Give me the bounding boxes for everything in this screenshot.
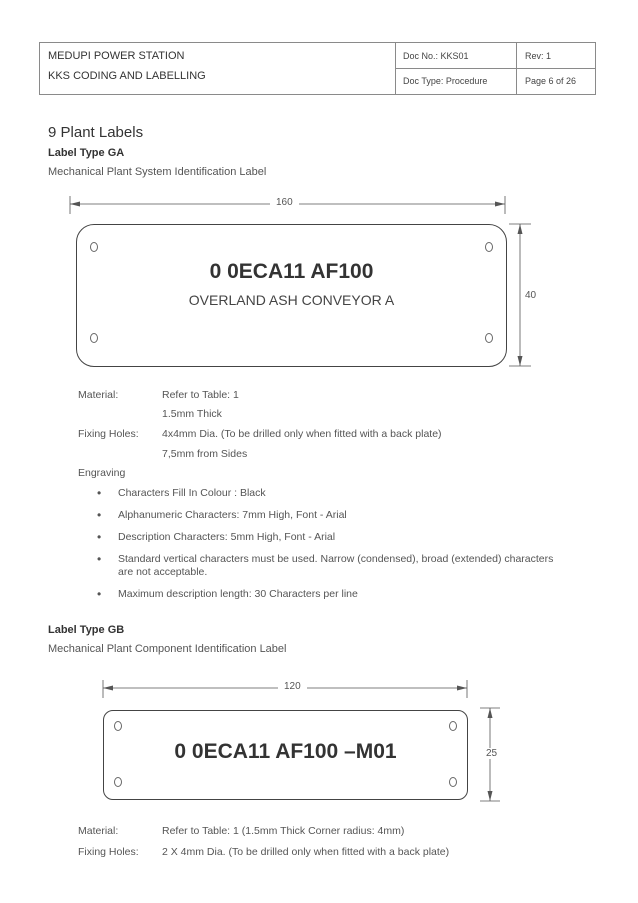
spec-value: 1.5mm Thick: [162, 408, 222, 420]
spec-key: Fixing Holes:: [78, 428, 139, 440]
spec-key: Material:: [78, 389, 119, 401]
spec-value: 7,5mm from Sides: [162, 448, 248, 460]
header-doc-no: Doc No.: KKS01: [403, 51, 469, 61]
header-rev: Rev: 1: [525, 51, 552, 61]
engraving-item: • Description Characters: 5mm High, Font - Arial: [118, 531, 568, 544]
engraving-item: • Maximum description length: 30 Characters per line: [118, 588, 568, 601]
engraving-item: • Alphanumeric Characters: 7mm High, Font - Arial: [118, 509, 568, 522]
spec-value: 2 X 4mm Dia. (To be drilled only when fitted with a back plate): [162, 846, 450, 858]
engraving-item: • Characters Fill In Colour : Black: [118, 487, 568, 500]
label-gb-plate: [103, 710, 468, 800]
label-gb-width-value: 120: [278, 681, 307, 692]
fixing-hole-icon: [485, 242, 493, 252]
spec-value: 4x4mm Dia. (To be drilled only when fitted with a back plate): [162, 428, 442, 440]
section-title: 9 Plant Labels: [48, 124, 144, 141]
label-ga-plate: [76, 224, 507, 367]
fixing-hole-icon: [114, 721, 122, 731]
label-ga-type: Label Type GA: [48, 147, 125, 159]
label-gb-description: Mechanical Plant Component Identification Label: [48, 643, 287, 655]
header-org: MEDUPI POWER STATION: [48, 50, 185, 62]
header-subject: KKS CODING AND LABELLING: [48, 70, 206, 82]
fixing-hole-icon: [449, 721, 457, 731]
spec-key: Fixing Holes:: [78, 846, 139, 858]
label-gb-type: Label Type GB: [48, 624, 125, 636]
label-ga-name: OVERLAND ASH CONVEYOR A: [188, 292, 395, 308]
header-doc-type: Doc Type: Procedure: [403, 76, 488, 86]
label-ga-code: 0 0ECA11 AF100: [209, 260, 374, 283]
fixing-hole-icon: [449, 777, 457, 787]
engraving-list: [118, 487, 568, 610]
spec-value: Refer to Table: 1 (1.5mm Thick Corner radius: 4mm): [162, 825, 405, 837]
document-header: [39, 42, 596, 95]
fixing-hole-icon: [90, 333, 98, 343]
engraving-title: Engraving: [78, 467, 126, 479]
label-gb-height-value: 25: [480, 748, 503, 759]
header-divider: [395, 68, 595, 69]
header-page: Page 6 of 26: [525, 76, 577, 86]
fixing-hole-icon: [485, 333, 493, 343]
label-ga-height-value: 40: [525, 290, 537, 301]
label-gb-code: 0 0ECA11 AF100 –M01: [174, 740, 397, 763]
spec-value: Refer to Table: 1: [162, 389, 239, 401]
label-ga-width-value: 160: [270, 197, 299, 208]
engraving-item: • Standard vertical characters must be used. Narrow (condensed), broad (extended) characters are not acceptable.: [118, 553, 568, 579]
label-ga-description: Mechanical Plant System Identification Label: [48, 166, 267, 178]
spec-key: Material:: [78, 825, 119, 837]
fixing-hole-icon: [114, 777, 122, 787]
fixing-hole-icon: [90, 242, 98, 252]
